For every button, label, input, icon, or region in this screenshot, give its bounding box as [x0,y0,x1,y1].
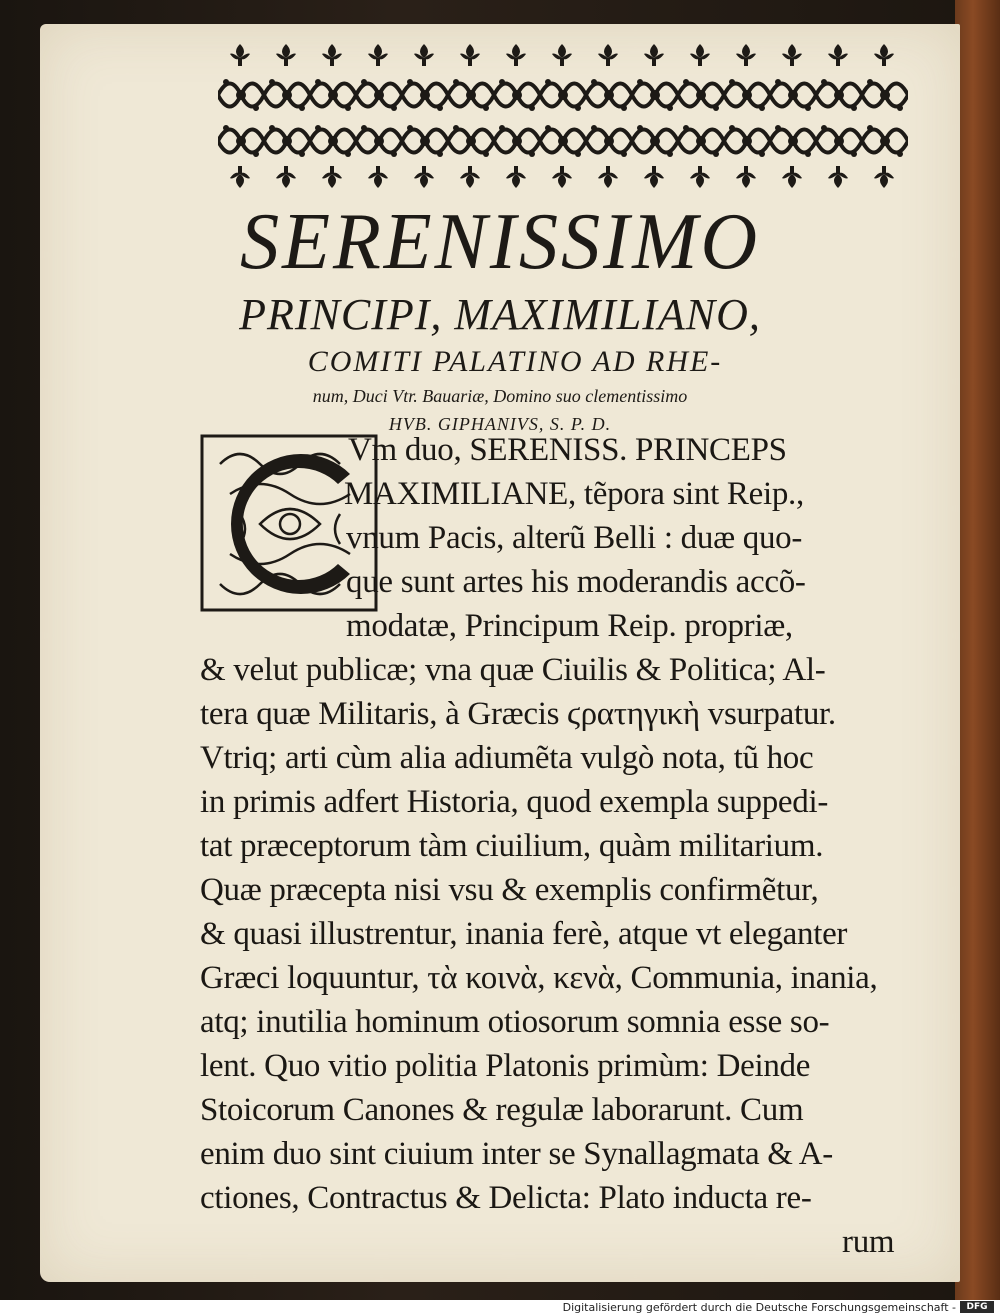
body-line-11: Quæ præcepta nisi vsu & exemplis confirmẽtur, [200,872,819,908]
body-line-7: tera quæ Militaris, à Græcis ϛρατηγικὴ vsurpatur. [200,696,836,732]
body-line-3: vnum Pacis, alterũ Belli : duæ quo- [346,520,803,556]
body-line-10: tat præceptorum tàm ciuilium, quàm militarium. [200,828,824,864]
body-line-2: MAXIMILIANE, tẽpora sint Reip., [344,476,804,512]
body-line-15: lent. Quo vitio politia Platonis primùm: Deinde [200,1048,811,1084]
footer-credit-text: Digitalisierung gefördert durch die Deutsche Forschungsgemeinschaft - [562,1301,956,1314]
book-page [40,24,960,1282]
body-line-16: Stoicorum Canones & regulæ laborarunt. Cum [200,1092,804,1128]
ornament-headpiece [218,42,908,190]
book-spine [955,0,1000,1300]
body-line-4: que sunt artes his moderandis accõ- [346,564,806,600]
dedication-line-3: COMITI PALATINO AD RHE- [307,345,723,378]
digitization-footer [0,1300,1000,1315]
dedication-subtitle: PRINCIPI, MAXIMILIANO, [239,290,761,339]
body-line-14: atq; inutilia hominum otiosorum somnia esse so- [200,1004,830,1040]
dedication-author: HVB. GIPHANIVS, S. P. D. [388,414,612,434]
dedication-title: SERENISSIMO [239,198,761,286]
body-line-5: modatæ, Principum Reip. propriæ, [346,608,793,644]
body-line-18: ctiones, Contractus & Delicta: Plato inducta re- [200,1180,812,1216]
body-line-9: in primis adfert Historia, quod exempla suppedi- [200,784,829,820]
dfg-logo: DFG [960,1301,994,1313]
body-line-6: & velut publicæ; vna quæ Ciuilis & Politica; Al- [200,652,826,688]
body-line-1: Vm duo, SERENISS. PRINCEPS [348,432,787,468]
dedication-line-4: num, Duci Vtr. Bauariæ, Domino suo clementissimo [312,386,688,406]
body-line-17: enim duo sint ciuium inter se Synallagmata & A- [200,1136,833,1172]
body-line-13: Græci loquuntur, τὰ κοινὰ, κενὰ, Communia, inania, [200,960,878,996]
catchword: rum [842,1224,895,1260]
body-line-12: & quasi illustrentur, inania ferè, atque vt eleganter [200,916,848,952]
body-line-8: Vtriq; arti cùm alia adiumẽta vulgò nota, tũ hoc [200,740,814,776]
